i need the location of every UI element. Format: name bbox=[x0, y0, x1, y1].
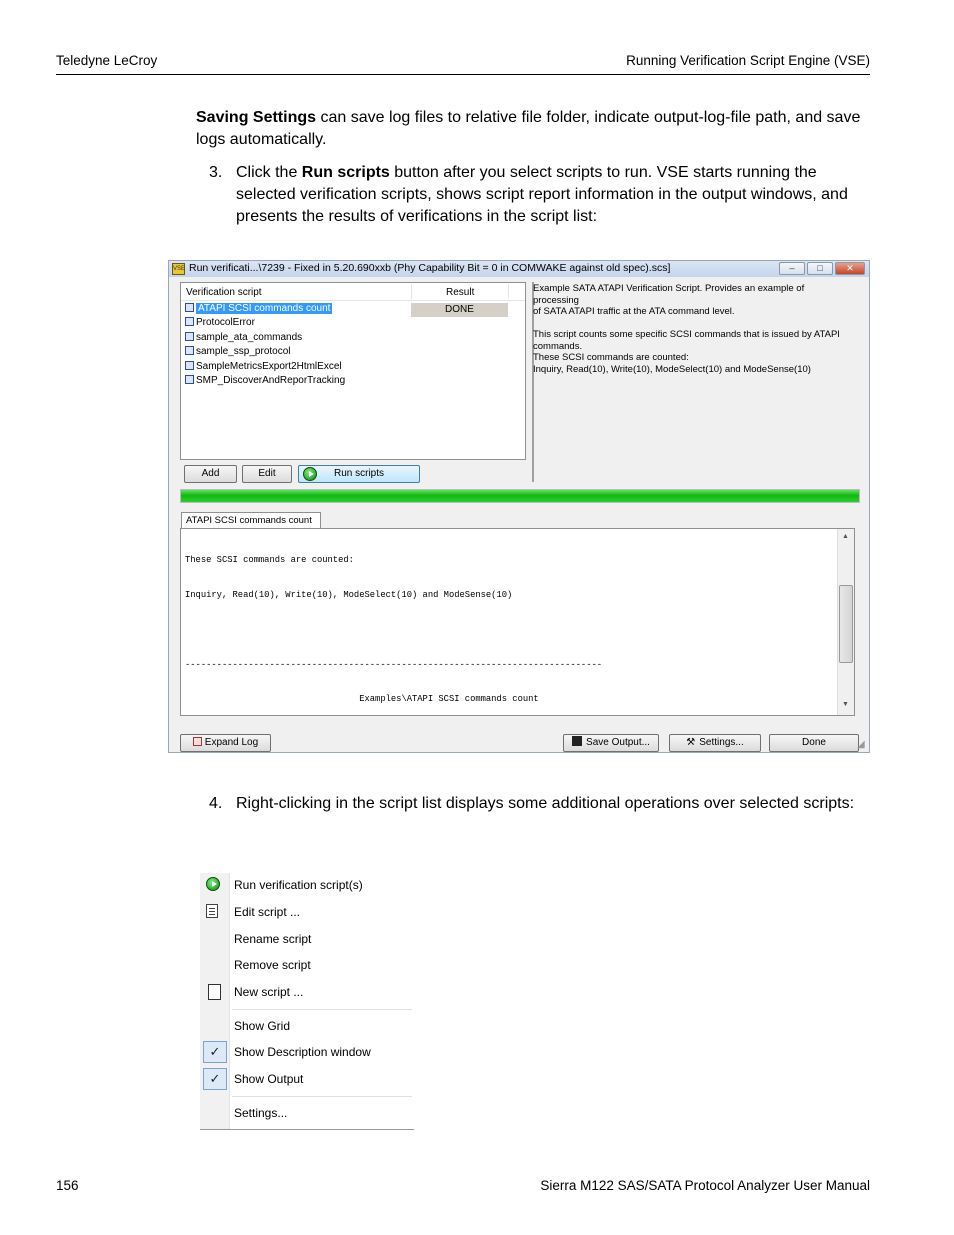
resize-grip-icon[interactable]: ◢ bbox=[857, 739, 865, 750]
output-text bbox=[185, 532, 602, 716]
intro-text: can save log files to relative file folder, indicate output-log-file path, and save logs automatically. bbox=[196, 109, 861, 148]
window-title: Run verificati...\7239 - Fixed in 5.20.690xxb (Phy Capability Bit = 0 in COMWAKE against old spec).scs] bbox=[189, 262, 671, 274]
output-line: Inquiry, Read(10), Write(10), ModeSelect(10) and ModeSense(10) bbox=[185, 589, 513, 600]
list-item[interactable] bbox=[185, 360, 342, 374]
menu-item-rename[interactable]: Rename script bbox=[234, 932, 312, 946]
description-line bbox=[533, 318, 863, 330]
output-tab[interactable]: ATAPI SCSI commands count bbox=[181, 512, 321, 529]
step3-pre: Click the bbox=[236, 164, 302, 181]
output-line: These SCSI commands are counted: bbox=[185, 555, 354, 566]
run-scripts-button[interactable] bbox=[298, 465, 420, 483]
output-line: ------------------------------------------------------------------------------- bbox=[185, 659, 603, 670]
script-name: sample_ssp_protocol bbox=[196, 346, 291, 357]
result-cell: DONE bbox=[411, 303, 508, 317]
settings-button[interactable] bbox=[669, 734, 761, 752]
add-button[interactable]: Add bbox=[184, 465, 237, 483]
progress-bar bbox=[180, 489, 860, 503]
output-line: Examples\ATAPI SCSI commands count bbox=[185, 694, 539, 705]
menu-item-run[interactable]: Run verification script(s) bbox=[234, 878, 363, 892]
description-line: Example SATA ATAPI Verification Script. Provides an example of bbox=[533, 283, 805, 294]
settings-label: Settings... bbox=[699, 737, 744, 748]
script-icon bbox=[185, 332, 194, 341]
minimize-button[interactable]: – bbox=[779, 262, 805, 275]
run-scripts-label: Run scripts bbox=[333, 468, 384, 479]
tools-icon: ⚒ bbox=[686, 737, 696, 748]
step3-post: button after you select scripts to run. VSE starts running the selected verification scripts, shows script report information in the output windows, and presents the results of verifications in the script list: bbox=[236, 164, 848, 225]
description-line: This script counts some specific SCSI commands that is issued by ATAPI bbox=[533, 329, 840, 340]
scroll-thumb[interactable] bbox=[839, 585, 853, 663]
list-item[interactable] bbox=[185, 374, 345, 388]
menu-item-new[interactable]: New script ... bbox=[234, 985, 304, 999]
play-icon bbox=[303, 467, 317, 481]
script-name: SMP_DiscoverAndReporTracking bbox=[196, 375, 346, 386]
script-list[interactable] bbox=[180, 282, 526, 460]
description-pane bbox=[533, 283, 863, 375]
window-titlebar bbox=[169, 261, 869, 277]
menu-item-remove[interactable]: Remove script bbox=[234, 958, 311, 972]
step3-paragraph bbox=[236, 162, 874, 228]
page-number: 156 bbox=[56, 1178, 79, 1193]
script-name: SampleMetricsExport2HtmlExcel bbox=[196, 361, 342, 372]
edit-button[interactable]: Edit bbox=[242, 465, 292, 483]
column-divider bbox=[411, 284, 412, 299]
menu-item-show-description[interactable]: Show Description window bbox=[234, 1045, 371, 1059]
app-icon: VSE bbox=[172, 263, 185, 275]
run-icon bbox=[206, 877, 220, 891]
output-log[interactable] bbox=[180, 528, 855, 716]
header-divider bbox=[56, 74, 870, 75]
menu-item-show-grid[interactable]: Show Grid bbox=[234, 1019, 291, 1033]
script-name: ProtocolError bbox=[196, 317, 255, 328]
context-menu bbox=[200, 873, 414, 1130]
script-name: ATAPI SCSI commands count bbox=[198, 303, 331, 314]
step4-number: 4. bbox=[209, 795, 223, 812]
column-header-result[interactable]: Result bbox=[446, 287, 475, 298]
script-icon bbox=[185, 346, 194, 355]
step3-bold: Run scripts bbox=[301, 164, 390, 181]
scroll-up-icon[interactable]: ▲ bbox=[842, 533, 849, 540]
save-output-label: Save Output... bbox=[586, 737, 650, 748]
scroll-down-icon[interactable]: ▼ bbox=[842, 701, 849, 708]
list-item[interactable] bbox=[185, 345, 291, 359]
list-item[interactable] bbox=[185, 331, 302, 345]
menu-item-show-output[interactable]: Show Output bbox=[234, 1072, 304, 1086]
description-line: commands. bbox=[533, 340, 583, 352]
progress-fill bbox=[181, 490, 859, 502]
intro-bold: Saving Settings bbox=[196, 109, 317, 126]
expand-log-button[interactable] bbox=[180, 734, 271, 752]
description-line: of SATA ATAPI traffic at the ATA command level. bbox=[533, 306, 735, 317]
script-icon bbox=[185, 375, 194, 384]
description-line: Inquiry, Read(10), Write(10), ModeSelect(10) and ModeSense(10) bbox=[533, 363, 811, 375]
header-right: Running Verification Script Engine (VSE) bbox=[626, 53, 870, 68]
script-icon bbox=[185, 303, 194, 312]
description-line: These SCSI commands are counted: bbox=[533, 352, 689, 363]
step4-paragraph: Right-clicking in the script list displays some additional operations over selected scripts: bbox=[236, 795, 855, 812]
menu-separator bbox=[232, 1009, 412, 1010]
menu-separator bbox=[232, 1096, 412, 1097]
maximize-button[interactable]: □ bbox=[807, 262, 833, 275]
menu-item-settings[interactable]: Settings... bbox=[234, 1106, 288, 1120]
list-item[interactable] bbox=[185, 316, 255, 330]
menu-item-edit[interactable]: Edit script ... bbox=[234, 905, 301, 919]
script-list-header bbox=[181, 283, 525, 301]
footer-title: Sierra M122 SAS/SATA Protocol Analyzer User Manual bbox=[540, 1178, 870, 1193]
script-icon bbox=[185, 361, 194, 370]
floppy-disk-icon bbox=[572, 736, 582, 746]
column-header-script[interactable]: Verification script bbox=[186, 287, 262, 298]
intro-paragraph bbox=[196, 107, 876, 151]
new-document-icon bbox=[208, 984, 221, 1000]
output-line bbox=[185, 625, 602, 637]
done-button[interactable]: Done bbox=[769, 734, 859, 752]
step3-number: 3. bbox=[209, 164, 223, 181]
script-name: sample_ata_commands bbox=[196, 332, 303, 343]
save-output-button[interactable] bbox=[563, 734, 659, 752]
check-icon: ✓ bbox=[203, 1041, 227, 1063]
close-button[interactable]: ✕ bbox=[835, 262, 865, 275]
expand-log-label: Expand Log bbox=[204, 737, 259, 748]
vse-window bbox=[168, 260, 870, 753]
script-icon bbox=[185, 317, 194, 326]
header-left: Teledyne LeCroy bbox=[56, 53, 158, 68]
check-icon: ✓ bbox=[203, 1068, 227, 1090]
expand-icon bbox=[193, 737, 202, 746]
edit-script-icon bbox=[206, 904, 218, 918]
output-scrollbar[interactable] bbox=[837, 529, 855, 715]
column-divider bbox=[508, 284, 509, 299]
description-line: processing bbox=[533, 294, 579, 306]
list-item[interactable] bbox=[185, 302, 332, 316]
